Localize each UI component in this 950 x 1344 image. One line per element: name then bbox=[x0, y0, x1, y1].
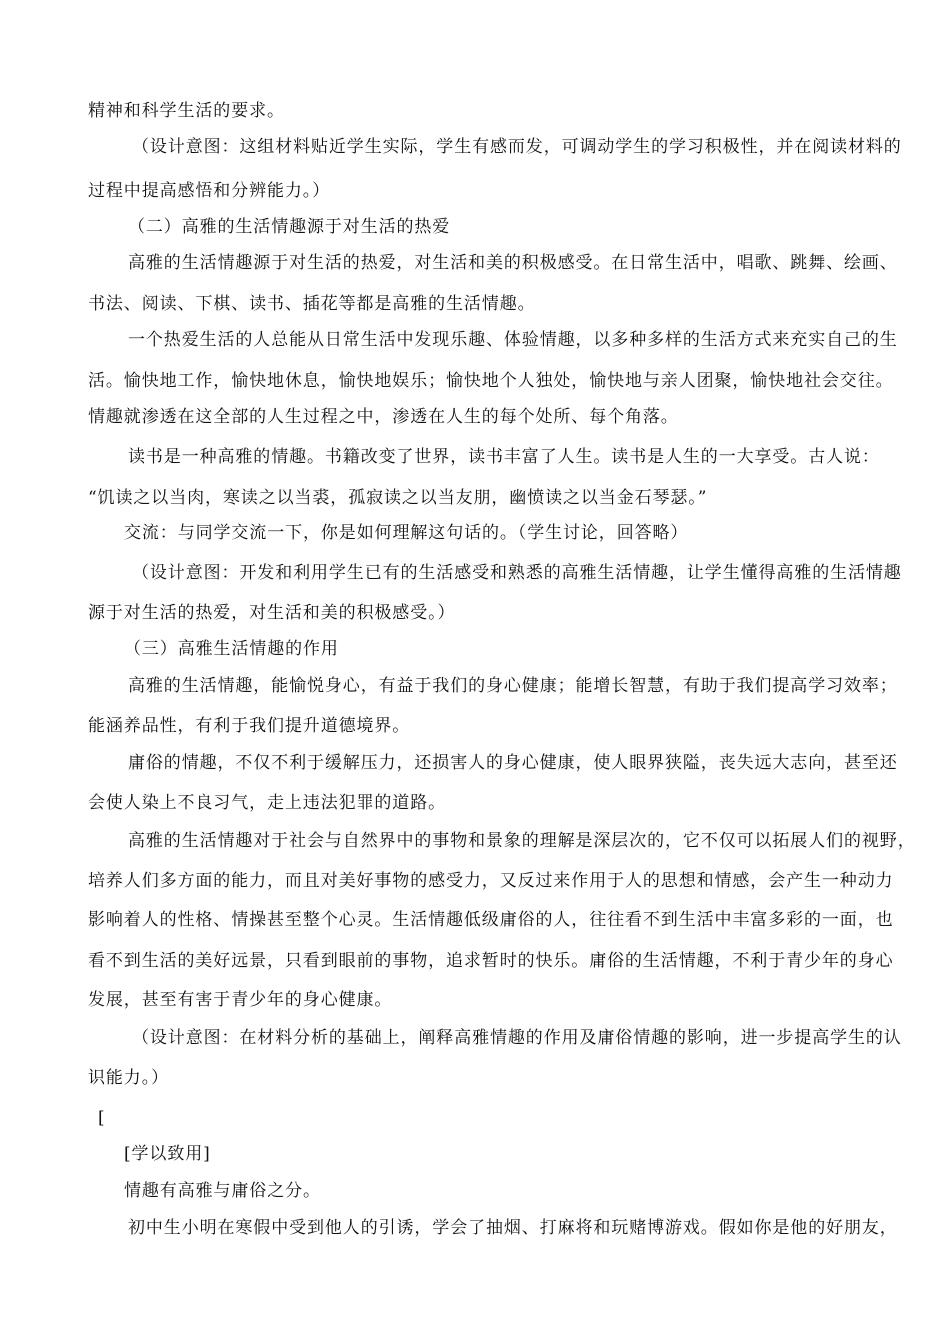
design-intent-note: （设计意图：这组材料贴近学生实际，学生有感而发，可调动学生的学习积极性，并在阅读材料的 bbox=[132, 137, 902, 157]
text-line: 高雅的生活情趣，能愉悦身心，有益于我们的身心健康；能增长智慧，有助于我们提高学习效率； bbox=[128, 676, 898, 696]
section-heading: [学以致用] bbox=[124, 1144, 211, 1164]
section-heading: （三）高雅生活情趣的作用 bbox=[124, 639, 339, 659]
section-heading: （二）高雅的生活情趣源于对生活的热爱 bbox=[128, 217, 451, 237]
design-intent-note: （设计意图：在材料分析的基础上，阐释高雅情趣的作用及庸俗情趣的影响，进一步提高学生的认 bbox=[132, 1028, 902, 1048]
text-line: 一个热爱生活的人总能从日常生活中发现乐趣、体验情趣，以多种多样的生活方式来充实自己的生 bbox=[128, 330, 898, 350]
text-line: 书法、阅读、下棋、读书、插花等都是高雅的生活情趣。 bbox=[88, 294, 536, 314]
text-line: 读书是一种高雅的情趣。书籍改变了世界，读书丰富了人生。读书是人生的一大享受。古人说： bbox=[128, 447, 880, 467]
text-line: 培养人们多方面的能力，而且对美好事物的感受力，又反过来作用于人的思想和情感，会产生一种动力 bbox=[88, 871, 894, 891]
text-line: 情趣有高雅与庸俗之分。 bbox=[124, 1181, 321, 1201]
text-line: 识能力。） bbox=[88, 1068, 169, 1088]
bracket-mark: [ bbox=[98, 1108, 106, 1128]
text-line: 影响着人的性格、情操甚至整个心灵。生活情趣低级庸俗的人，往往看不到生活中丰富多彩的一面，也 bbox=[88, 910, 894, 930]
text-line: 高雅的生活情趣对于社会与自然界中的事物和景象的理解是深层次的，它不仅可以拓展人们的视野， bbox=[128, 831, 916, 851]
text-line: 精神和科学生活的要求。 bbox=[88, 101, 285, 121]
text-line: 高雅的生活情趣源于对生活的热爱，对生活和美的积极感受。在日常生活中，唱歌、跳舞、绘画、 bbox=[128, 253, 898, 273]
text-line: 活。愉快地工作，愉快地休息，愉快地娱乐；愉快地个人独处，愉快地与亲人团聚，愉快地社会交往。 bbox=[88, 371, 894, 391]
text-line: 看不到生活的美好远景，只看到眼前的事物，追求暂时的快乐。庸俗的生活情趣，不利于青少年的身心 bbox=[88, 951, 894, 971]
text-line: 情趣就渗透在这全部的人生过程之中，渗透在人生的每个处所、每个角落。 bbox=[88, 407, 679, 427]
text-line: 源于对生活的热爱，对生活和美的积极感受。） bbox=[88, 603, 456, 623]
text-line: 庸俗的情趣，不仅不利于缓解压力，还损害人的身心健康，使人眼界狭隘，丧失远大志向，甚至还 bbox=[128, 753, 898, 773]
text-line: 交流：与同学交流一下，你是如何理解这句话的。（学生讨论，回答略） bbox=[124, 523, 689, 543]
text-line: 初中生小明在寒假中受到他人的引诱，学会了抽烟、打麻将和玩赌博游戏。假如你是他的好朋友， bbox=[128, 1218, 898, 1238]
design-intent-note: （设计意图：开发和利用学生已有的生活感受和熟悉的高雅生活情趣，让学生懂得高雅的生活情趣 bbox=[132, 563, 902, 583]
text-line: 能涵养品性，有利于我们提升道德境界。 bbox=[88, 716, 411, 736]
text-line: 过程中提高感悟和分辨能力。） bbox=[88, 181, 331, 201]
text-line: 会使人染上不良习气，走上违法犯罪的道路。 bbox=[88, 793, 446, 813]
quote-line: “饥读之以当肉，寒读之以当裘，孤寂读之以当友朋，幽愤读之以当金石琴瑟。” bbox=[88, 488, 708, 508]
text-line: 发展，甚至有害于青少年的身心健康。 bbox=[88, 990, 393, 1010]
